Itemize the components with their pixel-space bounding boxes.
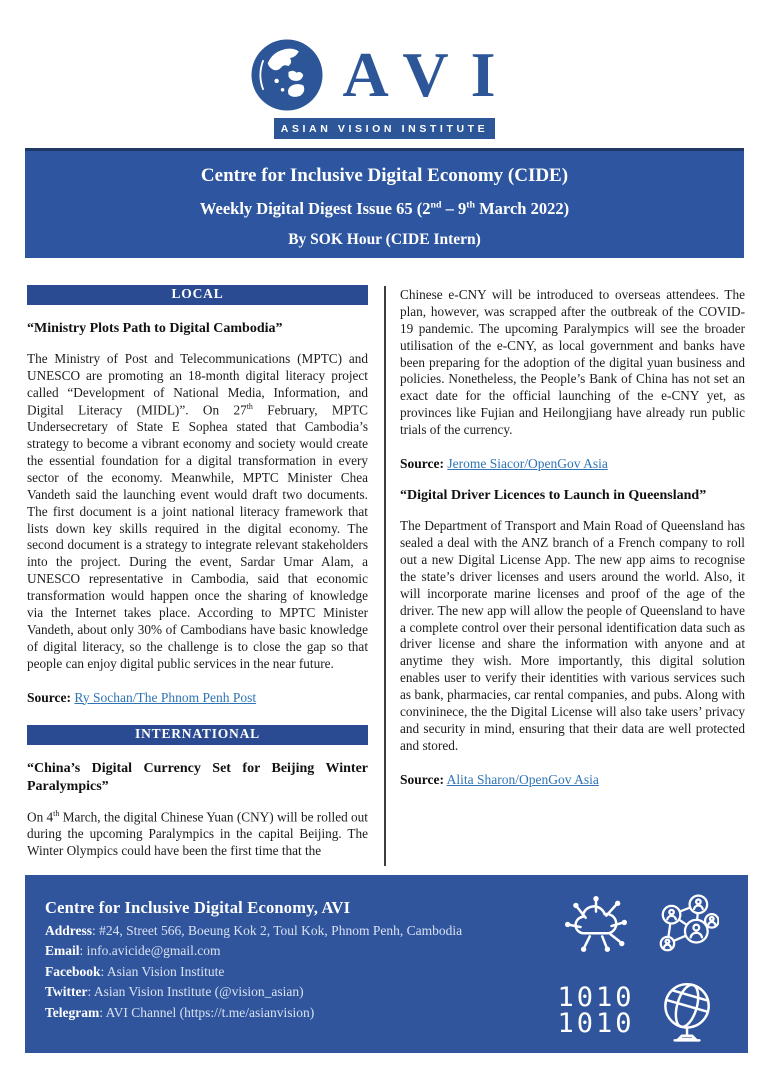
footer-facebook-line: Facebook: Asian Vision Institute [45,963,225,979]
article-body-queensland: The Department of Transport and Main Road of Queensland has sealed a deal with the ANZ branch of a French company to roll out a new Digital License App. The new app aims to recognise the state’s driver licenses and users around the world. Also, it will incorporate marine licenses and proof of the age of the driver. The new app will allow the people of Queensland to have a complete control over their personal identification data such as driver license and share the information with anyone and at anytime they wish. More importantly, this digital solution enables user to verify their identities with various services such as bank, pharmacies, car rental companies, and pubs. Along with convininece, the the Digital License will also take users’ privacy and security in mind, ensuring that their data are well protected and stored. [400,518,745,753]
column-divider [384,286,386,866]
logo-acronym: AVI [342,39,518,110]
source-link-opengov-jerome[interactable]: Jerome Siacor/OpenGov Asia [447,456,608,472]
right-column [400,285,745,788]
globe-icon [653,978,719,1044]
footer-address-line: Address: #24, Street 566, Boeung Kok 2, Toul Kok, Phnom Penh, Cambodia [45,922,463,938]
article-title-ministry: “Ministry Plots Path to Digital Cambodia” [27,321,283,336]
section-header-international: INTERNATIONAL [27,725,368,745]
footer-title: Centre for Inclusive Digital Economy, AVI [45,898,351,917]
section-header-local: LOCAL [27,285,368,305]
source-label: Source: [400,456,444,472]
article-title-china: “China’s Digital Currency Set for Beijing Winter Paralympics” [27,760,368,794]
left-column [27,285,368,860]
article-title-queensland: “Digital Driver Licences to Launch in Queensland” [400,488,707,504]
footer-twitter-line: Twitter: Asian Vision Institute (@vision_asian) [45,984,304,999]
banner-issue-line: Weekly Digital Digest Issue 65 (2nd – 9th March 2022) [199,199,570,218]
banner-title: Centre for Inclusive Digital Economy (CIDE) [200,165,569,186]
article-body-ministry: The Ministry of Post and Telecommunications (MPTC) and UNESCO are promoting an 18-month digital literacy project called “Development of National Media, Information, and Digital Literacy (MIDL)”. On 27th February, MPTC Undersecretary of State E Sophea stated that Cambodia’s strategy to become a vibrant economy and society would create the essential foundation for a digital transformation in every sector of the economy. Meanwhile, MPTC Minister Chea Vandeth said the launching event would draft two documents. The first document is a joint national literacy framework that lists down key skills required in the digital economy. The second document is a strategy to integrate relevant stakeholders into the project. During the event, Sardar Umar Alam, a UNESCO representative in Cambodia, said that economic transformation would happen once the sharing of knowledge via the Internet takes place. According to MPTC Minister Vandeth, about only 30% of Cambodians have basic knowledge of digital literacy, so the challenge is to close the gap so that people can enjoy digital public services in the near future. [27,351,368,671]
source-line-queensland [400,772,745,788]
banner-byline: By SOK Hour (CIDE Intern) [288,231,481,248]
footer-telegram-line: Telegram: AVI Channel (https://t.me/asianvision) [45,1004,315,1020]
article-body-china-continued: Chinese e-CNY will be introduced to overseas attendees. The plan, however, was scrapped after the outbreak of the COVID-19 pandemic. The upcoming Paralympics will see the broader utilisation of the e-CNY, as local government and banks have been preparing for the adoption of the digital yuan business and policies. Nonetheless, the People’s Bank of China has not set an exact date for the official launching of the e-CNY yet, as provinces like Fujian and Heilongjiang have already run public trials of the currency. [400,287,745,438]
source-label: Source: [27,689,71,705]
title-banner [25,148,744,258]
globe-logo-icon [250,38,324,112]
source-link-phnom-penh-post[interactable]: Ry Sochan/The Phnom Penh Post [74,689,257,705]
source-line-china [400,456,745,472]
source-label: Source: [400,771,444,787]
article-body-china: On 4th March, the digital Chinese Yuan (CNY) will be rolled out during the upcoming Paralympics in the capital Beijing. The Winter Olympics could have been the first time that the [27,808,368,859]
footer-email-line: Email: info.avicide@gmail.com [45,943,221,958]
contact-footer [25,875,748,1053]
footer-icon-grid [552,883,730,1053]
institute-name-bar: ASIAN VISION INSTITUTE [274,118,495,139]
cloud-network-icon [563,892,629,958]
people-network-icon [653,892,719,958]
source-link-opengov-alita[interactable]: Alita Sharon/OpenGov Asia [446,771,599,787]
binary-code-icon: 1010 1010 [557,982,635,1039]
source-line-ministry [27,690,368,706]
avi-logo [0,38,768,112]
